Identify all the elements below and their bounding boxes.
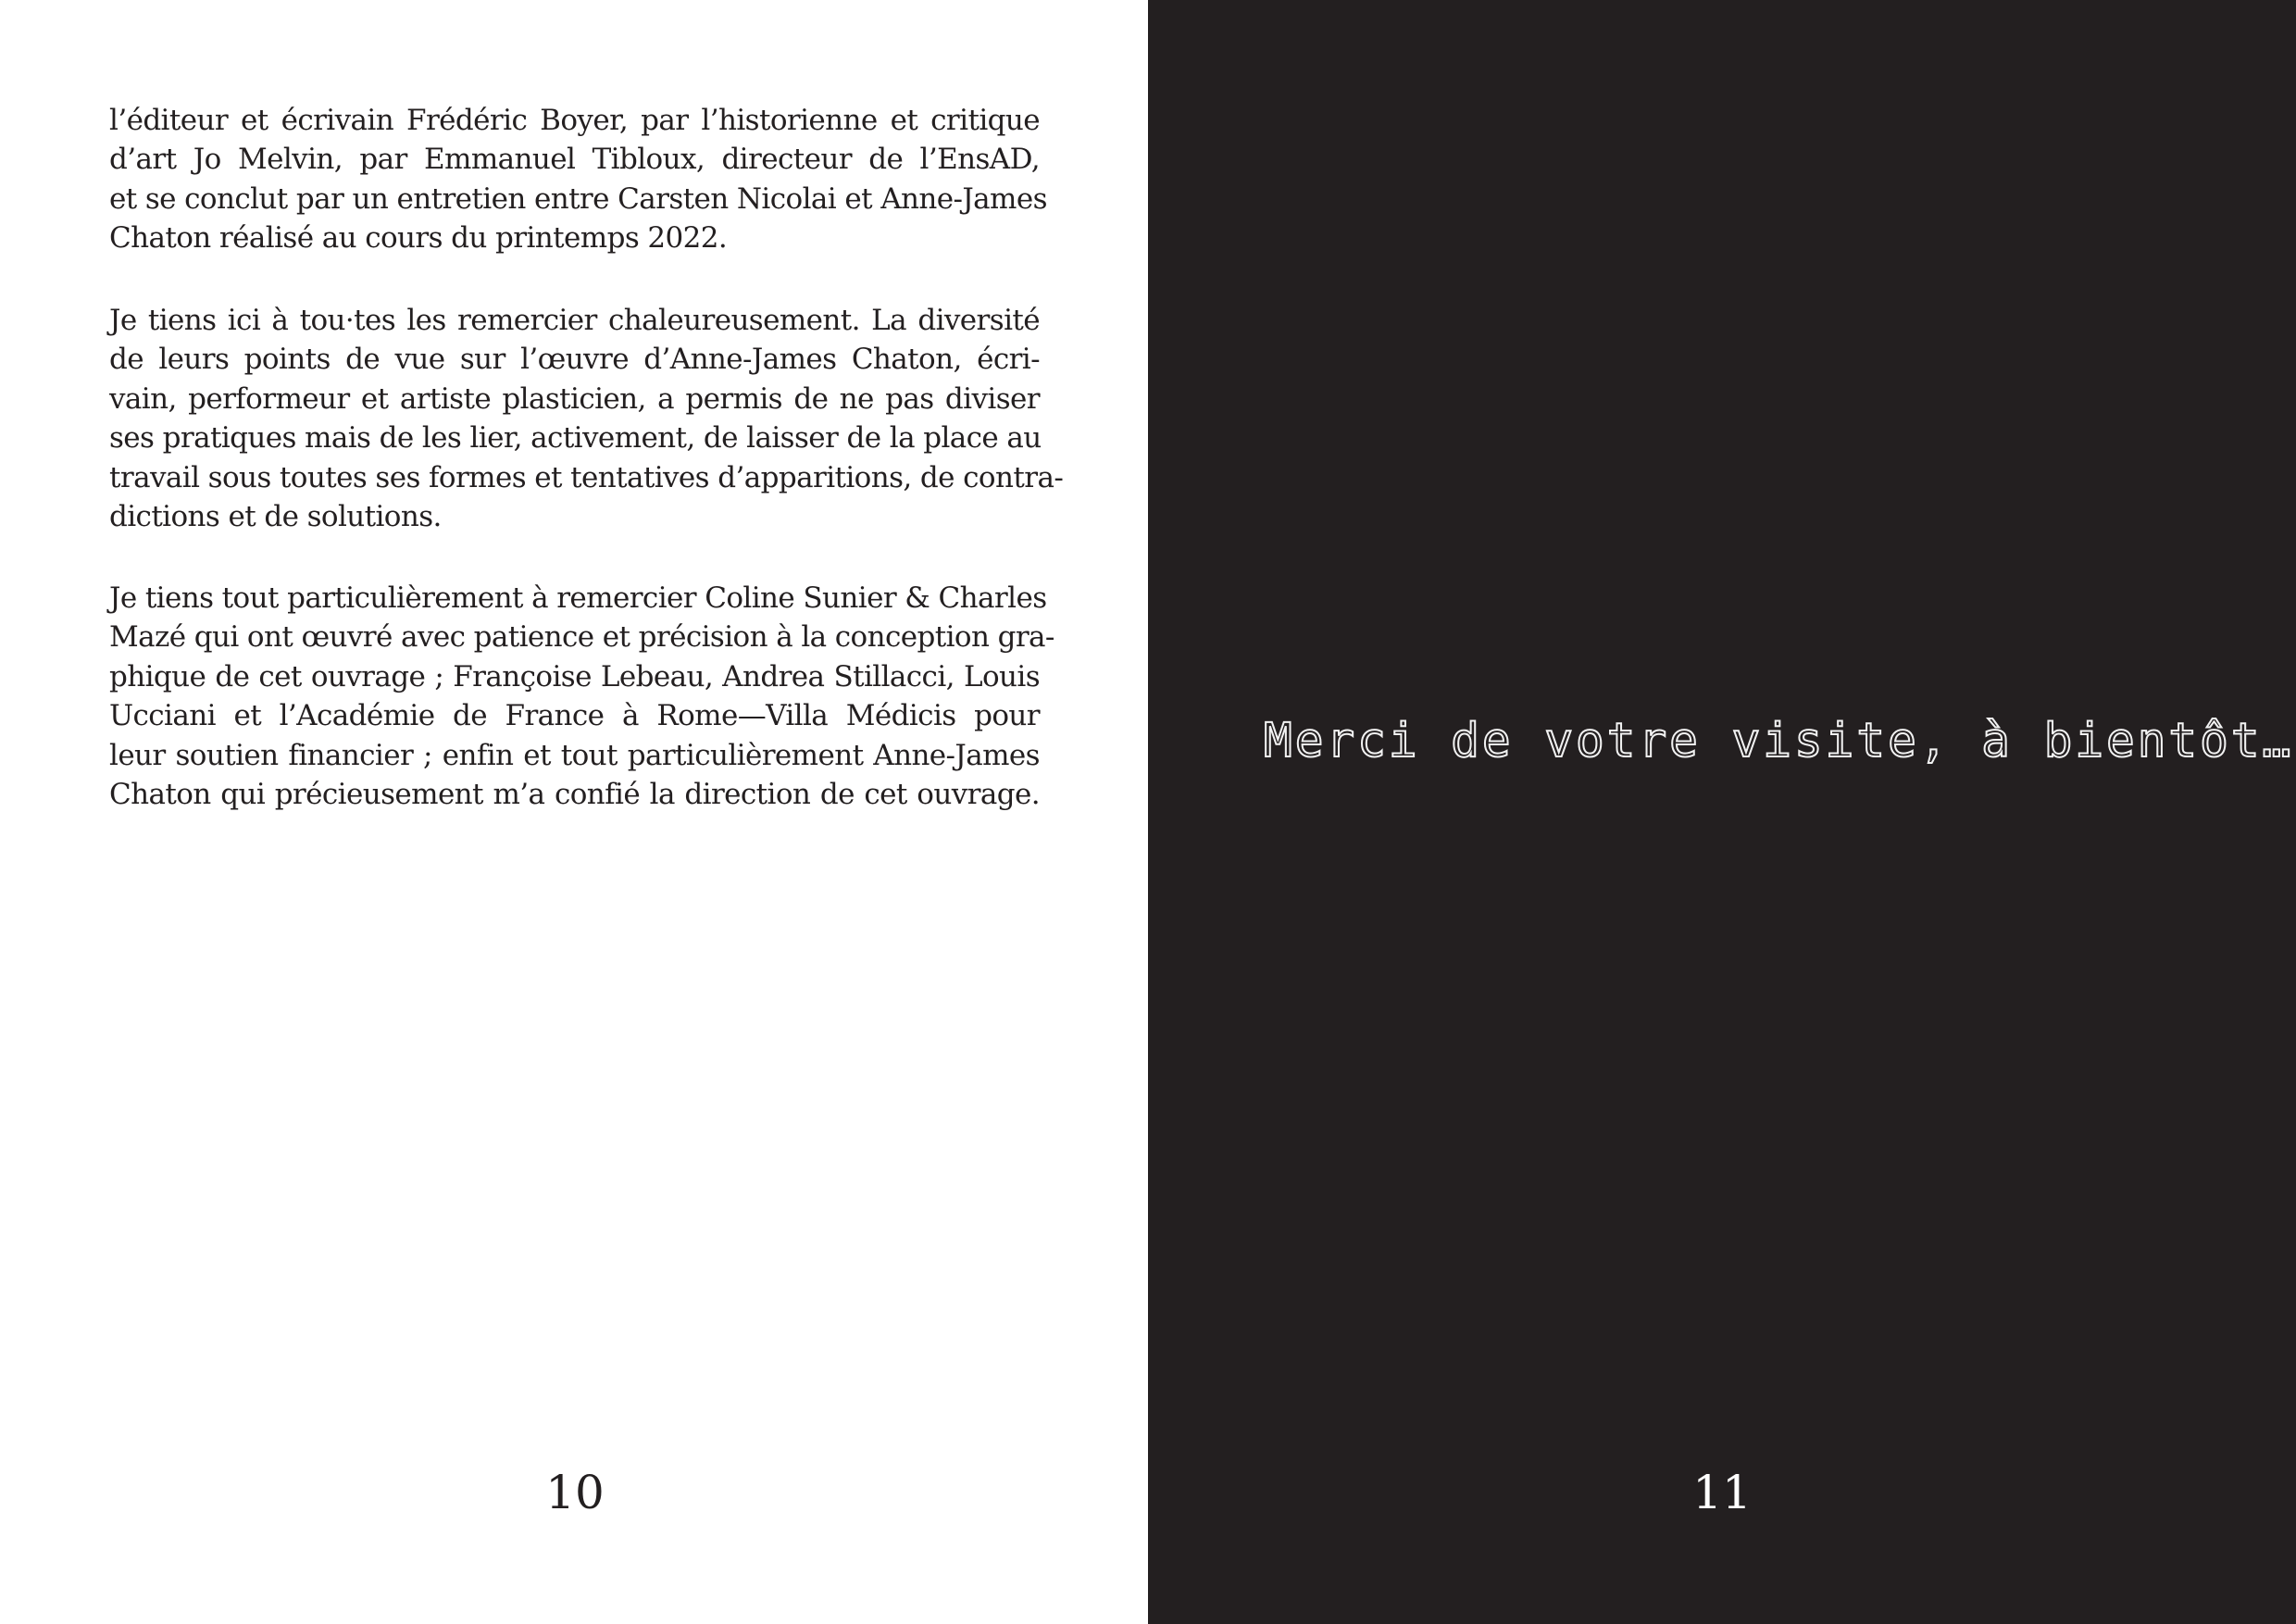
text-line: dictions et de solutions.: [109, 500, 442, 533]
text-line: phique de cet ouvrage ; Françoise Lebeau, Andrea Stillacci, Louis: [109, 660, 1040, 693]
closing-message: Merci de votre visite, à bientôt…: [1264, 714, 2294, 768]
text-line: Je tiens ici à tou·tes les remercier chaleureusement. La diversité: [109, 304, 1040, 337]
right-page: [1148, 0, 2296, 1624]
page-number-left: 10: [545, 1466, 605, 1519]
text-line: Ucciani et l’Académie de France à Rome—Villa Médicis pour: [109, 699, 1040, 732]
text-line: travail sous toutes ses formes et tentatives d’apparitions, de contra-: [109, 461, 1064, 494]
text-line: vain, performeur et artiste plasticien, a permis de ne pas diviser: [109, 382, 1040, 416]
text-line: ses pratiques mais de les lier, activement, de laisser de la place au: [109, 421, 1042, 455]
text-line: l’éditeur et écrivain Frédéric Boyer, par l’historienne et critique: [109, 104, 1040, 137]
text-line: leur soutien financier ; enfin et tout particulièrement Anne-James: [109, 739, 1040, 772]
page-number-right: 11: [1692, 1466, 1752, 1519]
text-line: Chaton réalisé au cours du printemps 2022.: [109, 221, 728, 255]
text-line: de leurs points de vue sur l’œuvre d’Anne-James Chaton, écri-: [109, 343, 1040, 376]
text-line: d’art Jo Melvin, par Emmanuel Tibloux, directeur de l’EnsAD,: [109, 143, 1040, 176]
text-line: Chaton qui précieusement m’a confié la direction de cet ouvrage.: [109, 778, 1040, 811]
text-line: Je tiens tout particulièrement à remercier Coline Sunier & Charles: [109, 581, 1047, 615]
text-line: Mazé qui ont œuvré avec patience et précision à la conception gra-: [109, 620, 1054, 654]
text-line: et se conclut par un entretien entre Carsten Nicolai et Anne-James: [109, 182, 1047, 216]
